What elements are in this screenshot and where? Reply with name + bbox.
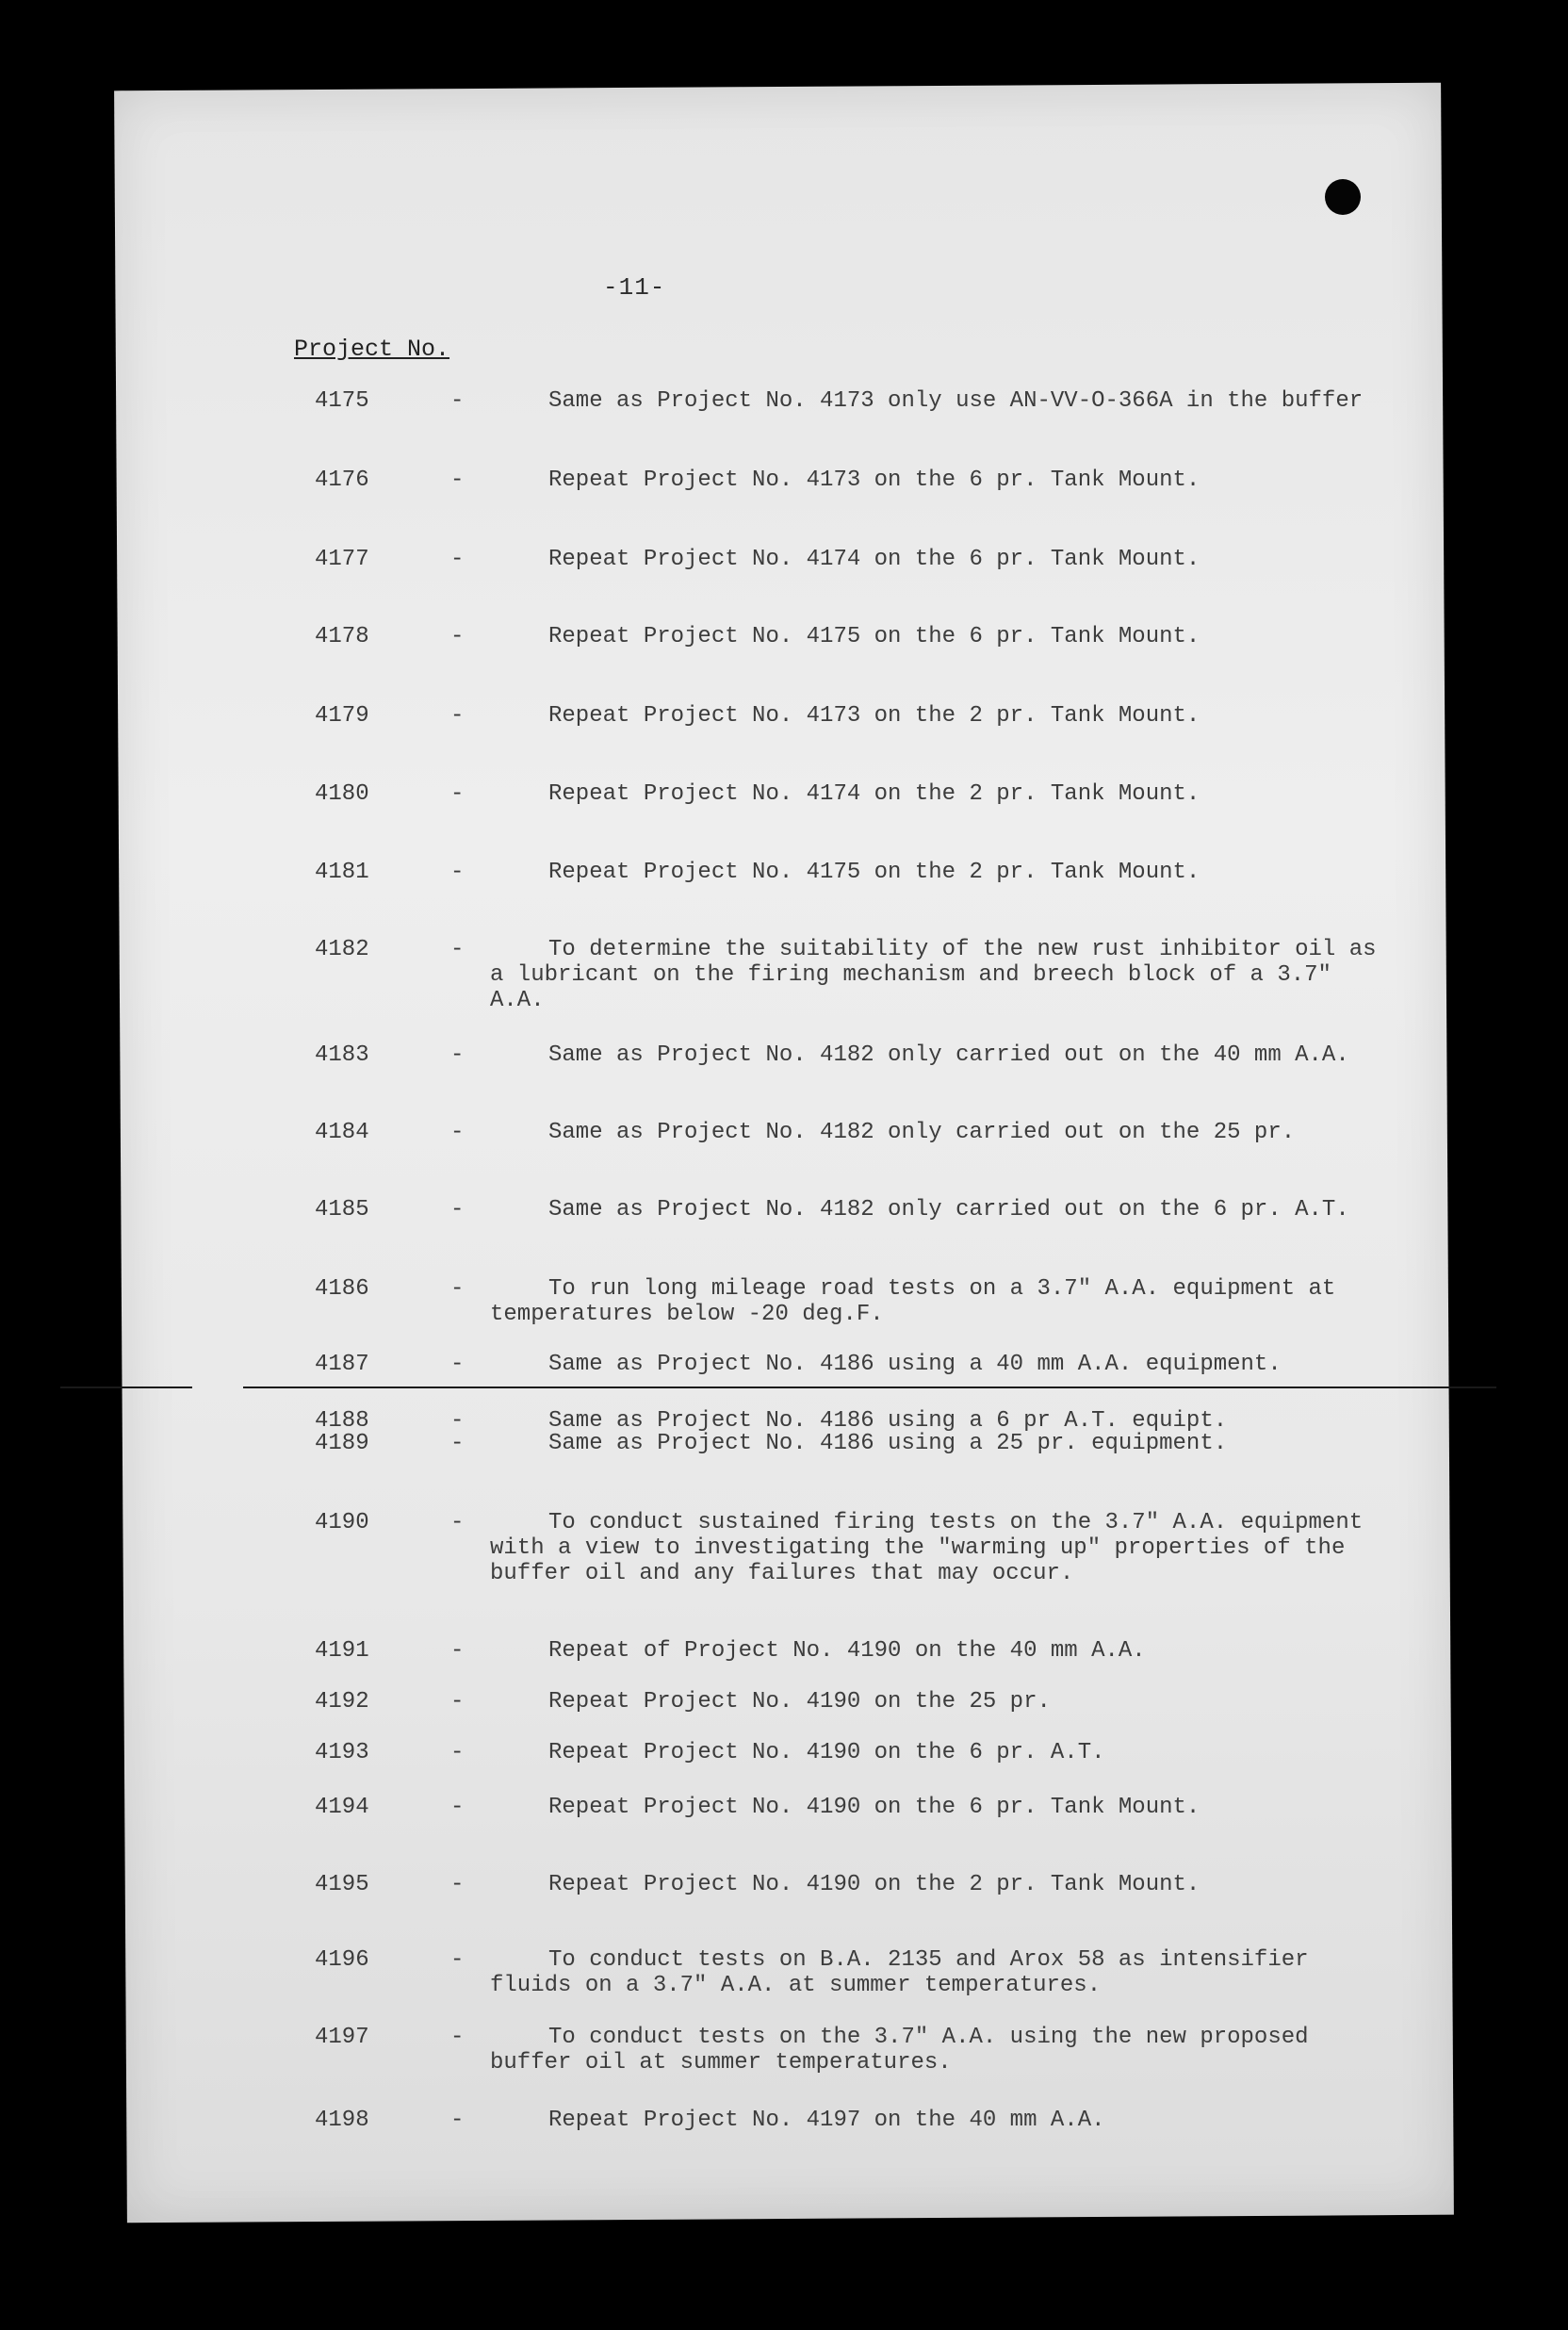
project-number: 4188: [315, 1408, 369, 1434]
project-number: 4178: [315, 624, 369, 649]
project-description: Repeat Project No. 4197 on the 40 mm A.A.: [548, 2108, 1105, 2133]
entry-dash: -: [450, 781, 465, 807]
horizontal-rule-left: [60, 1387, 192, 1388]
project-number: 4183: [315, 1042, 369, 1068]
project-description: Repeat Project No. 4175 on the 2 pr. Tank Mount.: [548, 860, 1200, 885]
entry-dash: -: [450, 1276, 465, 1302]
project-description: Repeat Project No. 4190 on the 6 pr. A.T.: [548, 1740, 1105, 1765]
entry-dash: -: [450, 2108, 465, 2133]
project-description: Repeat Project No. 4174 on the 6 pr. Tank Mount.: [548, 547, 1200, 572]
project-number: 4198: [315, 2108, 369, 2133]
project-number: 4176: [315, 468, 369, 493]
project-number: 4195: [315, 1872, 369, 1897]
entry-dash: -: [450, 1042, 465, 1068]
horizontal-rule-right: [243, 1387, 1496, 1388]
project-description: Repeat Project No. 4174 on the 2 pr. Tank Mount.: [548, 781, 1200, 807]
entry-dash: -: [450, 1408, 465, 1434]
punch-hole: [1325, 179, 1361, 215]
project-number: 4181: [315, 860, 369, 885]
entry-dash: -: [450, 1689, 465, 1715]
project-description: Repeat Project No. 4175 on the 6 pr. Tank Mount.: [548, 624, 1200, 649]
project-description: Same as Project No. 4186 using a 40 mm A.A. equipment.: [548, 1352, 1282, 1377]
project-description: To conduct tests on B.A. 2135 and Arox 58 as intensifier fluids on a 3.7" A.A. at summer temperatures.: [490, 1947, 1322, 1998]
entry-dash: -: [450, 1431, 465, 1456]
entry-dash: -: [450, 547, 465, 572]
entry-dash: -: [450, 2025, 465, 2050]
project-number: 4185: [315, 1197, 369, 1222]
entry-dash: -: [450, 860, 465, 885]
project-description: Repeat Project No. 4190 on the 6 pr. Tank Mount.: [548, 1795, 1200, 1820]
entry-dash: -: [450, 937, 465, 962]
project-description: To run long mileage road tests on a 3.7" A.A. equipment at temperatures below -20 deg.F.: [490, 1276, 1349, 1327]
project-number: 4193: [315, 1740, 369, 1765]
project-description: To conduct sustained firing tests on the 3.7" A.A. equipment with a view to investigating the "warming up" properties of the buffer oil and any failures that may occur.: [490, 1510, 1377, 1586]
project-description: Same as Project No. 4173 only use AN-VV-O-366A in the buffer: [548, 388, 1364, 414]
project-number: 4186: [315, 1276, 369, 1302]
project-number: 4189: [315, 1431, 369, 1456]
project-number: 4190: [315, 1510, 369, 1535]
project-description: Repeat Project No. 4190 on the 25 pr.: [548, 1689, 1051, 1715]
project-number: 4194: [315, 1795, 369, 1820]
entry-dash: -: [450, 1740, 465, 1765]
entry-dash: -: [450, 1947, 465, 1973]
entry-dash: -: [450, 1120, 465, 1145]
project-number: 4182: [315, 937, 369, 962]
project-number: 4180: [315, 781, 369, 807]
entry-dash: -: [450, 1197, 465, 1222]
entry-dash: -: [450, 1795, 465, 1820]
project-number: 4179: [315, 703, 369, 729]
entry-dash: -: [450, 1872, 465, 1897]
project-description: To determine the suitability of the new rust inhibitor oil as a lubricant on the firing mechanism and breech block of a 3.7" A.A.: [490, 937, 1390, 1013]
entry-dash: -: [450, 388, 465, 414]
entry-dash: -: [450, 1352, 465, 1377]
project-number: 4184: [315, 1120, 369, 1145]
project-number: 4175: [315, 388, 369, 414]
project-description: Repeat Project No. 4190 on the 2 pr. Tank Mount.: [548, 1872, 1200, 1897]
project-description: Same as Project No. 4182 only carried out on the 40 mm A.A.: [548, 1042, 1349, 1068]
entry-dash: -: [450, 468, 465, 493]
project-description: Repeat of Project No. 4190 on the 40 mm A.A.: [548, 1638, 1146, 1664]
project-description: Repeat Project No. 4173 on the 2 pr. Tank Mount.: [548, 703, 1200, 729]
project-description: Repeat Project No. 4173 on the 6 pr. Tank Mount.: [548, 468, 1200, 493]
page-number: -11-: [603, 273, 666, 302]
project-number: 4177: [315, 547, 369, 572]
project-number: 4187: [315, 1352, 369, 1377]
project-description: Same as Project No. 4186 using a 25 pr. equipment.: [548, 1431, 1228, 1456]
project-description: Same as Project No. 4186 using a 6 pr A.T. equipt.: [548, 1408, 1228, 1434]
entry-dash: -: [450, 1638, 465, 1664]
entry-dash: -: [450, 703, 465, 729]
entry-dash: -: [450, 624, 465, 649]
project-description: Same as Project No. 4182 only carried out on the 25 pr.: [548, 1120, 1296, 1145]
project-number: 4197: [315, 2025, 369, 2050]
project-description: Same as Project No. 4182 only carried out on the 6 pr. A.T.: [548, 1197, 1349, 1222]
column-header: Project No.: [294, 336, 450, 363]
project-number: 4191: [315, 1638, 369, 1664]
entry-dash: -: [450, 1510, 465, 1535]
project-number: 4192: [315, 1689, 369, 1715]
project-description: To conduct tests on the 3.7" A.A. using the new proposed buffer oil at summer temperatures.: [490, 2025, 1322, 2076]
project-number: 4196: [315, 1947, 369, 1973]
